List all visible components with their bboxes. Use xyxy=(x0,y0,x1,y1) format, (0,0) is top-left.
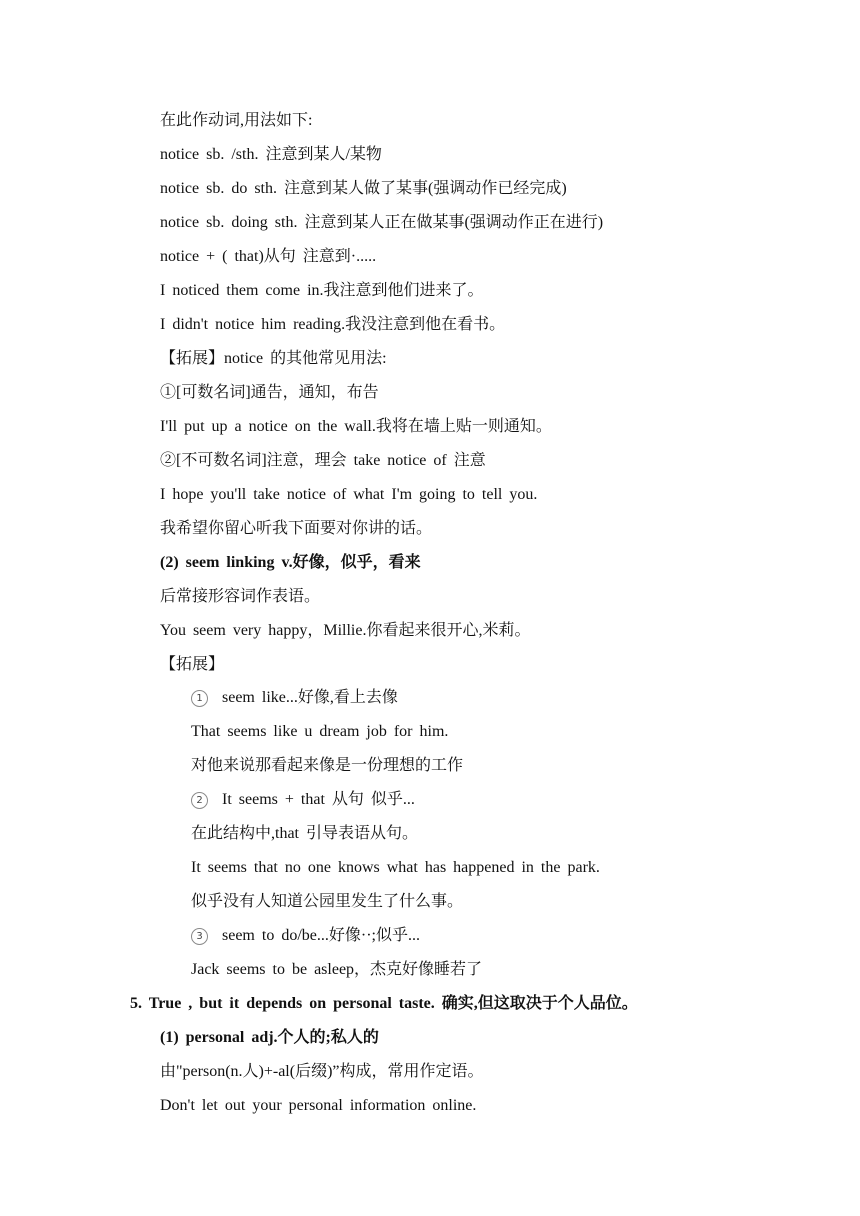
numbered-item xyxy=(191,926,420,946)
numbered-item-text: seem to do/be...好像··;似乎... xyxy=(222,927,420,944)
example-sentence: You seem very happy，Millie.你看起来很开心,米莉。 xyxy=(160,622,531,639)
numbered-item-text: It seems + that 从句 似乎... xyxy=(222,791,415,808)
text-line: notice sb. doing sth. 注意到某人正在做某事(强调动作正在进行) xyxy=(160,214,604,231)
text-line: notice sb. /sth. 注意到某人/某物 xyxy=(160,146,382,163)
text-line: ②[不可数名词]注意，理会 take notice of 注意 xyxy=(160,452,486,469)
subsection-heading: (2) seem linking v.好像，似乎，看来 xyxy=(160,554,421,571)
translation-line: 我希望你留心听我下面要对你讲的话。 xyxy=(160,520,433,537)
example-sentence: I noticed them come in.我注意到他们进来了。 xyxy=(160,282,484,299)
circled-number-marker: 1 xyxy=(191,690,208,707)
translation-line: 似乎没有人知道公园里发生了什么事。 xyxy=(191,893,464,910)
example-sentence: That seems like u dream job for him. xyxy=(191,723,449,740)
circled-number-marker: 2 xyxy=(191,792,208,809)
text-line: 后常接形容词作表语。 xyxy=(160,588,321,605)
example-sentence: I didn't notice him reading.我没注意到他在看书。 xyxy=(160,316,506,333)
section-heading: 5. True , but it depends on personal taste. 确实,但这取决于个人品位。 xyxy=(130,995,638,1012)
example-sentence: I hope you'll take notice of what I'm going to tell you. xyxy=(160,486,538,503)
text-line: 由"person(n.人)+-al(后缀)”构成，常用作定语。 xyxy=(160,1063,484,1080)
example-sentence: Jack seems to be asleep，杰克好像睡若了 xyxy=(191,961,483,978)
extension-heading: 【拓展】notice 的其他常见用法: xyxy=(160,350,387,367)
translation-line: 对他来说那看起来像是一份理想的工作 xyxy=(191,757,464,774)
text-line: notice sb. do sth. 注意到某人做了某事(强调动作已经完成) xyxy=(160,180,567,197)
subsection-heading: (1) personal adj.个人的;私人的 xyxy=(160,1029,379,1046)
text-line: 在此结构中,that 引导表语从句。 xyxy=(191,825,418,842)
numbered-item xyxy=(191,790,415,810)
text-line: 在此作动词,用法如下: xyxy=(160,112,313,129)
example-sentence: It seems that no one knows what has happened in the park. xyxy=(191,859,600,876)
example-sentence: I'll put up a notice on the wall.我将在墙上贴一则通知。 xyxy=(160,418,552,435)
numbered-item-text: seem like...好像,看上去像 xyxy=(222,689,398,706)
text-line: ①[可数名词]通告，通知，布告 xyxy=(160,384,379,401)
example-sentence: Don't let out your personal information online. xyxy=(160,1097,477,1114)
text-line: notice + ( that)从句 注意到·..... xyxy=(160,248,377,265)
circled-number-marker: 3 xyxy=(191,928,208,945)
extension-heading: 【拓展】 xyxy=(160,656,225,673)
numbered-item xyxy=(191,688,398,708)
